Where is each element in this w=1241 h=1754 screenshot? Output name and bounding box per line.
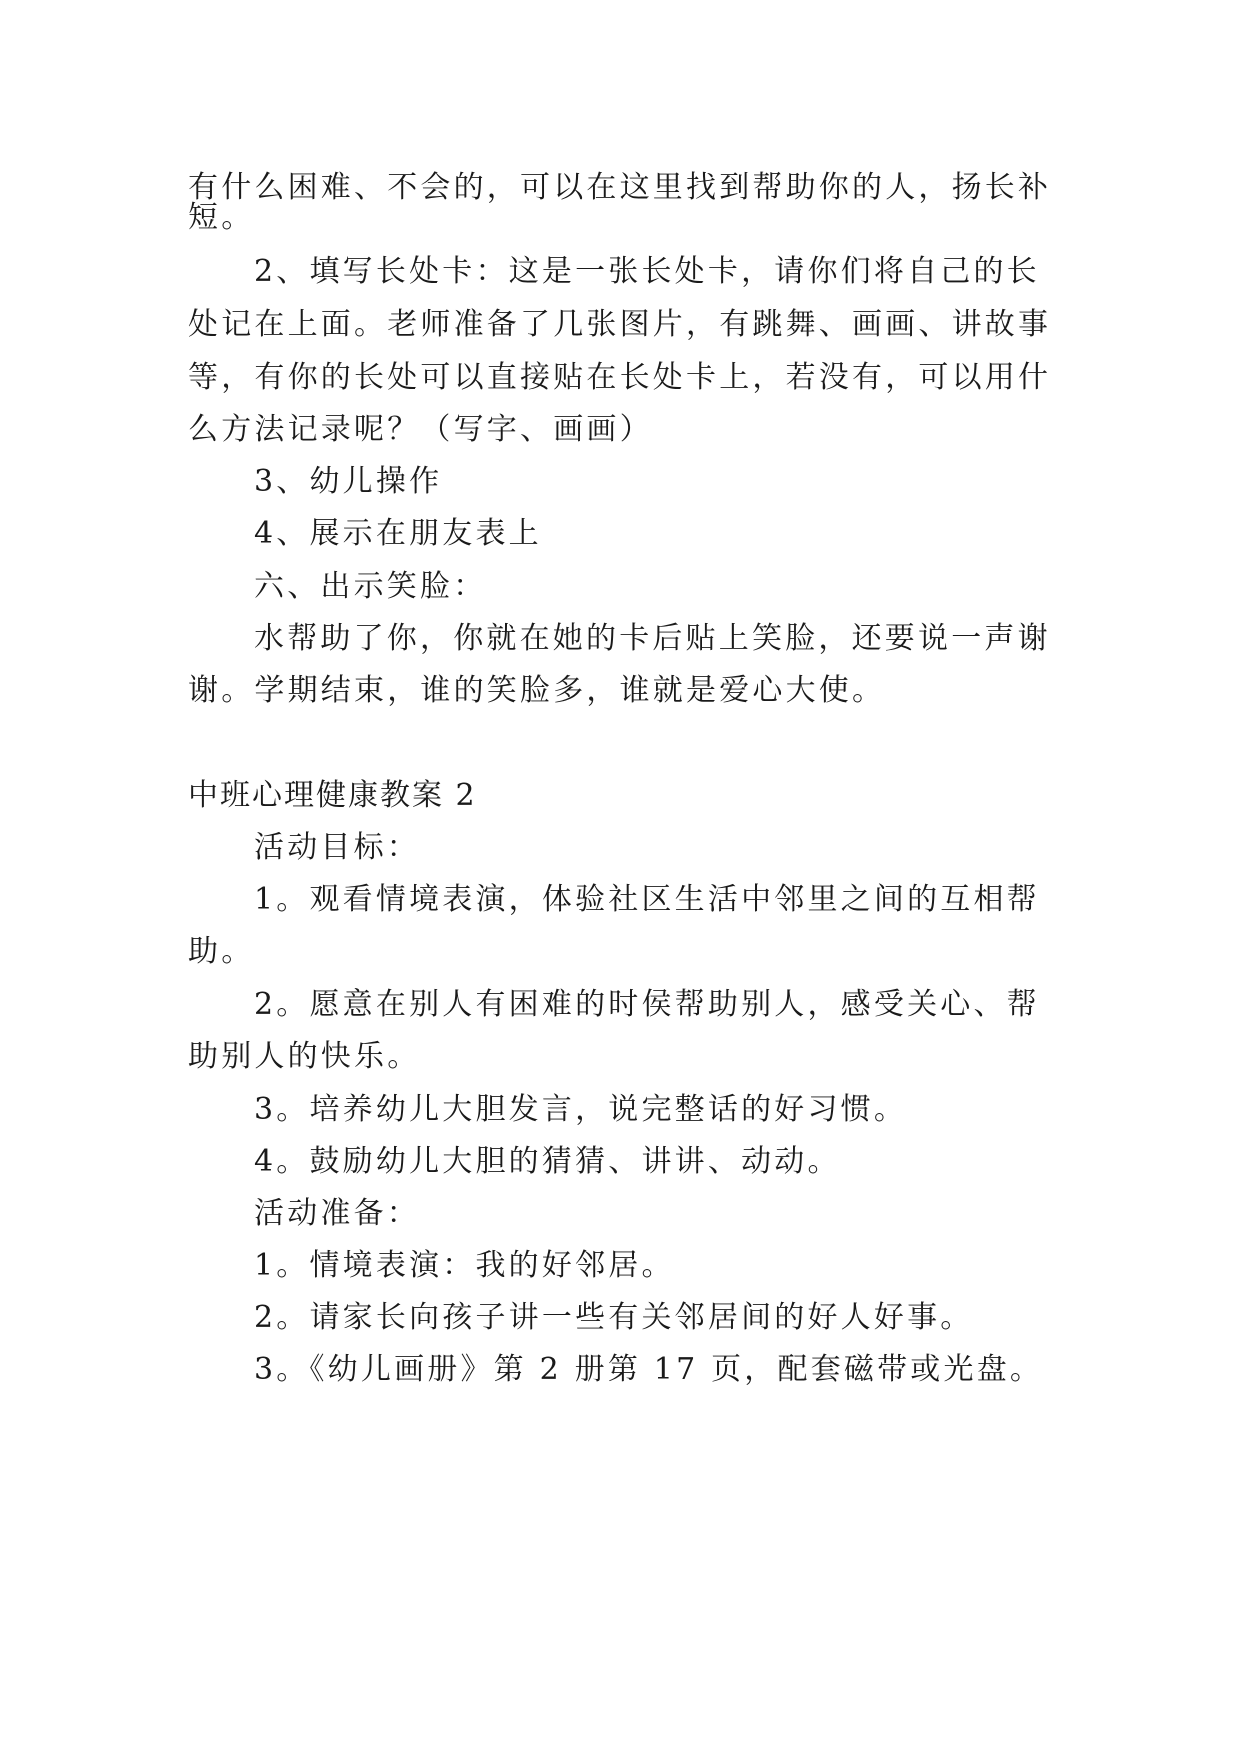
paragraph-line: 活动目标： (254, 830, 420, 865)
paragraph-line: 3。培养幼儿大胆发言，说完整话的好习惯。 (254, 1092, 908, 1127)
paragraph-line: 活动准备： (254, 1196, 420, 1231)
paragraph-line: 助别人的快乐。 (188, 1039, 421, 1074)
paragraph-line: 4、展示在朋友表上 (254, 516, 542, 551)
paragraph-line: 处记在上面。老师准备了几张图片，有跳舞、画画、讲故事 (188, 307, 1052, 342)
paragraph-line: 水帮助了你，你就在她的卡后贴上笑脸，还要说一声谢 (254, 621, 1051, 656)
paragraph-line: 4。鼓励幼儿大胆的猜猜、讲讲、动动。 (254, 1144, 841, 1179)
paragraph-line: 六、出示笑脸： (254, 569, 487, 604)
paragraph-line: 谢。学期结束，谁的笑脸多，谁就是爱心大使。 (188, 673, 886, 708)
paragraph-line: 3。《幼儿画册》第 2 册第 17 页，配套磁带或光盘。 (254, 1352, 1044, 1387)
paragraph-line: 2。请家长向孩子讲一些有关邻居间的好人好事。 (254, 1300, 974, 1335)
section-heading: 中班心理健康教案 2 (188, 778, 477, 813)
paragraph-line: 助。 (188, 934, 255, 969)
paragraph-line: 1。情境表演：我的好邻居。 (254, 1248, 675, 1283)
paragraph-line: 等，有你的长处可以直接贴在长处卡上，若没有，可以用什 (188, 360, 1052, 395)
paragraph-line: 3、幼儿操作 (254, 464, 443, 499)
paragraph-line: 2、填写长处卡：这是一张长处卡，请你们将自己的长 (254, 254, 1040, 289)
paragraph-line: 2。愿意在别人有困难的时侯帮助别人，感受关心、帮 (254, 987, 1040, 1022)
paragraph-line: 短。 (188, 200, 255, 235)
paragraph-line: 1。观看情境表演，体验社区生活中邻里之间的互相帮 (254, 882, 1040, 917)
paragraph-line: 有什么困难、不会的，可以在这里找到帮助你的人，扬长补 (188, 170, 1052, 205)
paragraph-line: 么方法记录呢？（写字、画画） (188, 412, 653, 447)
